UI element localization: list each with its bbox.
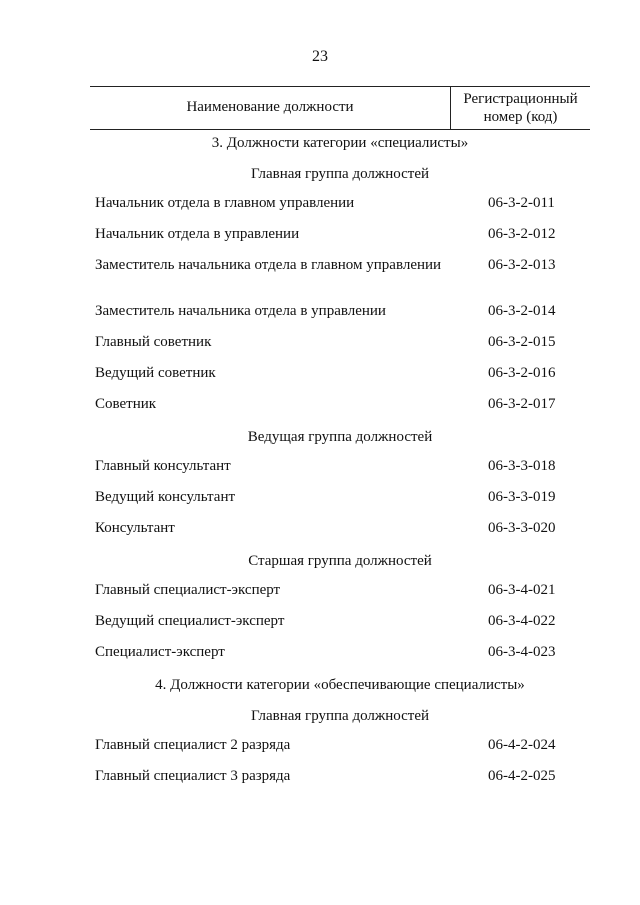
registration-code: 06-4-2-024 (488, 737, 556, 753)
position-name: Ведущий специалист-эксперт (95, 613, 285, 629)
position-name: Начальник отдела в управлении (95, 226, 300, 242)
section-heading: 3. Должности категории «специалисты» (211, 135, 469, 151)
registration-code: 06-3-2-014 (488, 303, 556, 319)
position-name: Заместитель начальника отдела в управлении (95, 303, 386, 319)
table-row (90, 252, 590, 298)
table-row (90, 298, 590, 329)
position-name: Специалист-эксперт (95, 644, 225, 660)
table-row (90, 391, 590, 422)
position-name: Главный консультант (95, 458, 231, 474)
table-row (90, 221, 590, 252)
table-row (90, 360, 590, 391)
position-name: Начальник отдела в главном управлении (95, 195, 355, 211)
column-header-code-line-2: номер (код) (483, 109, 558, 125)
position-name: Консультант (95, 520, 175, 536)
section-heading: Главная группа должностей (250, 708, 430, 724)
table-row (90, 732, 590, 763)
section-heading: 4. Должности категории «обеспечивающие специалисты» (155, 677, 525, 693)
table-row (90, 608, 590, 639)
table-row (90, 484, 590, 515)
table-row (90, 763, 590, 794)
registration-code: 06-3-2-017 (488, 396, 556, 412)
position-name: Заместитель начальника отдела в главном управлении (95, 257, 442, 273)
position-name: Ведущий советник (95, 365, 216, 381)
column-header-position-name: Наименование должности (186, 99, 354, 115)
position-name: Главный специалист 2 разряда (95, 737, 291, 753)
section-heading: Ведущая группа должностей (247, 429, 433, 445)
section-heading: Главная группа должностей (250, 166, 430, 182)
section-heading: Старшая группа должностей (248, 553, 432, 569)
registration-code: 06-3-2-015 (488, 334, 556, 350)
table-row (90, 515, 590, 546)
registration-code: 06-4-2-025 (488, 768, 556, 784)
registration-code: 06-3-2-011 (488, 195, 555, 211)
registration-code: 06-3-3-018 (488, 458, 556, 474)
position-name: Советник (95, 396, 157, 412)
registration-code: 06-3-2-013 (488, 257, 556, 273)
table-row (90, 577, 590, 608)
registration-code: 06-3-3-020 (488, 520, 556, 536)
registration-code: 06-3-3-019 (488, 489, 556, 505)
position-name: Главный советник (95, 334, 212, 350)
column-header-code-line-1: Регистрационный (463, 91, 578, 107)
table-header (90, 86, 590, 130)
table-row (90, 190, 590, 221)
column-header-registration-code (451, 90, 590, 126)
position-name: Главный специалист-эксперт (95, 582, 281, 598)
registration-code: 06-3-4-022 (488, 613, 556, 629)
table-row (90, 453, 590, 484)
registration-code: 06-3-2-012 (488, 226, 556, 242)
position-name: Ведущий консультант (95, 489, 236, 505)
page-number: 23 (312, 48, 328, 65)
registration-code: 06-3-2-016 (488, 365, 556, 381)
registration-code: 06-3-4-023 (488, 644, 556, 660)
registration-code: 06-3-4-021 (488, 582, 556, 598)
table-row (90, 639, 590, 670)
positions-table-body (90, 128, 590, 794)
position-name: Главный специалист 3 разряда (95, 768, 291, 784)
table-row (90, 329, 590, 360)
